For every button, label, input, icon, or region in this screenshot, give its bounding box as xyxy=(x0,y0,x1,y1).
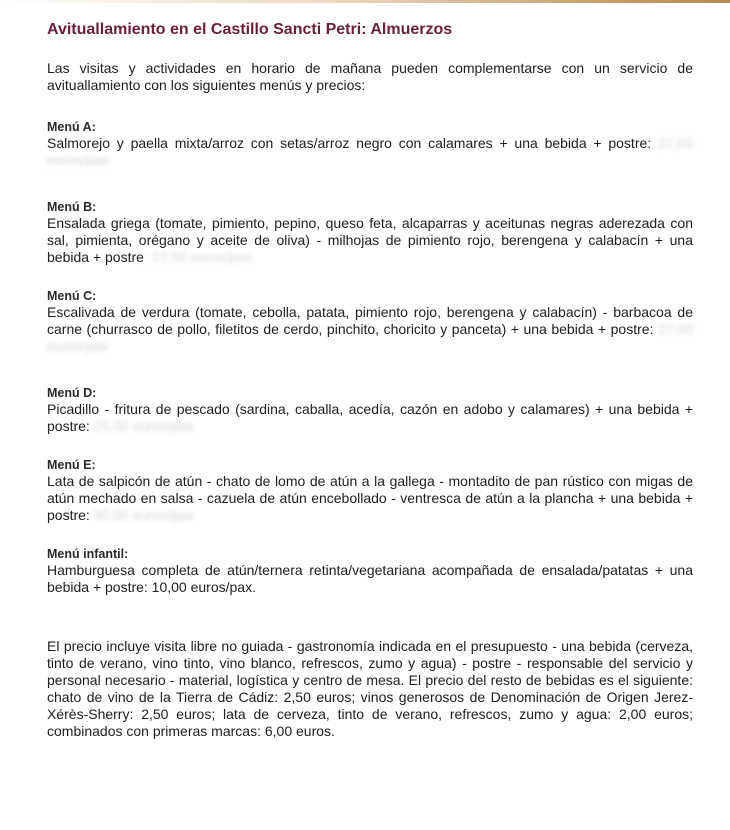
document-page xyxy=(47,20,693,740)
menu-b-label: Menú B: xyxy=(47,200,97,214)
top-divider xyxy=(0,0,730,3)
menu-b-description: Ensalada griega (tomate, pimiento, pepino, queso feta, alcaparras y aceitunas negras aderezada con sal, pimienta, orégano y aceite de oliva) - milhojas de pimiento rojo, berengena y calabacín + una bebida + postre xyxy=(47,215,693,265)
intro-paragraph: Las visitas y actividades en horario de mañana pueden complementarse con un servicio de avituallamiento con los siguientes menús y precios: xyxy=(47,60,693,93)
menu-c-label: Menú C: xyxy=(47,289,97,303)
closing-paragraph: El precio incluye visita libre no guiada - gastronomía indicada en el presupuesto - una bebida (cerveza, tinto de verano, vino tinto, vino blanco, refrescos, zumo y agua) - postre - responsable del servicio y personal necesario - material, logística y centro de mesa. El precio del resto de bebidas es el siguiente: chato de vino de la Tierra de Cádiz: 2,50 euros; vinos generosos de Denominación de Origen Jerez-Xérès-Sherry: 2,50 euros; lata de cerveza, tinto de verano, refrescos, zumo y agua: 2,00 euros; combinados con primeras marcas: 6,00 euros. xyxy=(47,638,693,739)
menu-a-text xyxy=(47,135,693,169)
menu-e-label: Menú E: xyxy=(47,458,96,472)
menu-a-price: 27,00 euros/pax xyxy=(47,135,694,168)
menu-d xyxy=(47,385,693,435)
menu-infantil xyxy=(47,546,693,596)
menu-d-description: Picadillo - fritura de pescado (sardina, caballa, acedía, cazón en adobo y calamares) + una bebida + postre: xyxy=(47,401,693,434)
menu-a-description: Salmorejo y paella mixta/arroz con setas/arroz negro con calamares + una bebida + postre: xyxy=(47,135,652,151)
menu-c-text xyxy=(47,304,693,355)
menu-infantil-text: Hamburguesa completa de atún/ternera retinta/vegetariana acompañada de ensalada/patatas + una bebida + postre: 10,00 euros/pax. xyxy=(47,562,693,595)
menu-e-price: 30,00 euros/pax xyxy=(93,507,195,523)
menu-c-price: 27,00 euros/pax xyxy=(47,321,693,354)
menu-e-description: Lata de salpicón de atún - chato de lomo de atún a la gallega - montadito de pan rústico con migas de atún mechado en salsa - cazuela de atún encebollado - ventresca de atún a la plancha + una bebida + postre: xyxy=(47,473,693,523)
menu-d-label: Menú D: xyxy=(47,386,97,400)
menu-e xyxy=(47,457,693,524)
menu-b-price: : 27,00 euros/pax xyxy=(143,249,253,265)
menu-a-label: Menú A: xyxy=(47,120,96,134)
menu-a xyxy=(47,119,693,169)
menu-infantil-label: Menú infantil: xyxy=(47,547,129,561)
menu-b xyxy=(47,199,693,266)
menu-b-text xyxy=(47,215,693,266)
menu-e-text xyxy=(47,473,693,524)
menu-c-description: Escalivada de verdura (tomate, cebolla, patata, pimiento rojo, berengena y calabacín) - barbacoa de carne (churrasco de pollo, filetitos de cerdo, pinchito, choricito y panceta) + una bebida + postre: xyxy=(47,304,693,337)
menu-c xyxy=(47,288,693,355)
document-title: Avituallamiento en el Castillo Sancti Petri: Almuerzos xyxy=(47,21,453,38)
menu-d-text xyxy=(47,401,693,435)
menu-d-price: 25,00 euros/pax xyxy=(93,418,195,434)
